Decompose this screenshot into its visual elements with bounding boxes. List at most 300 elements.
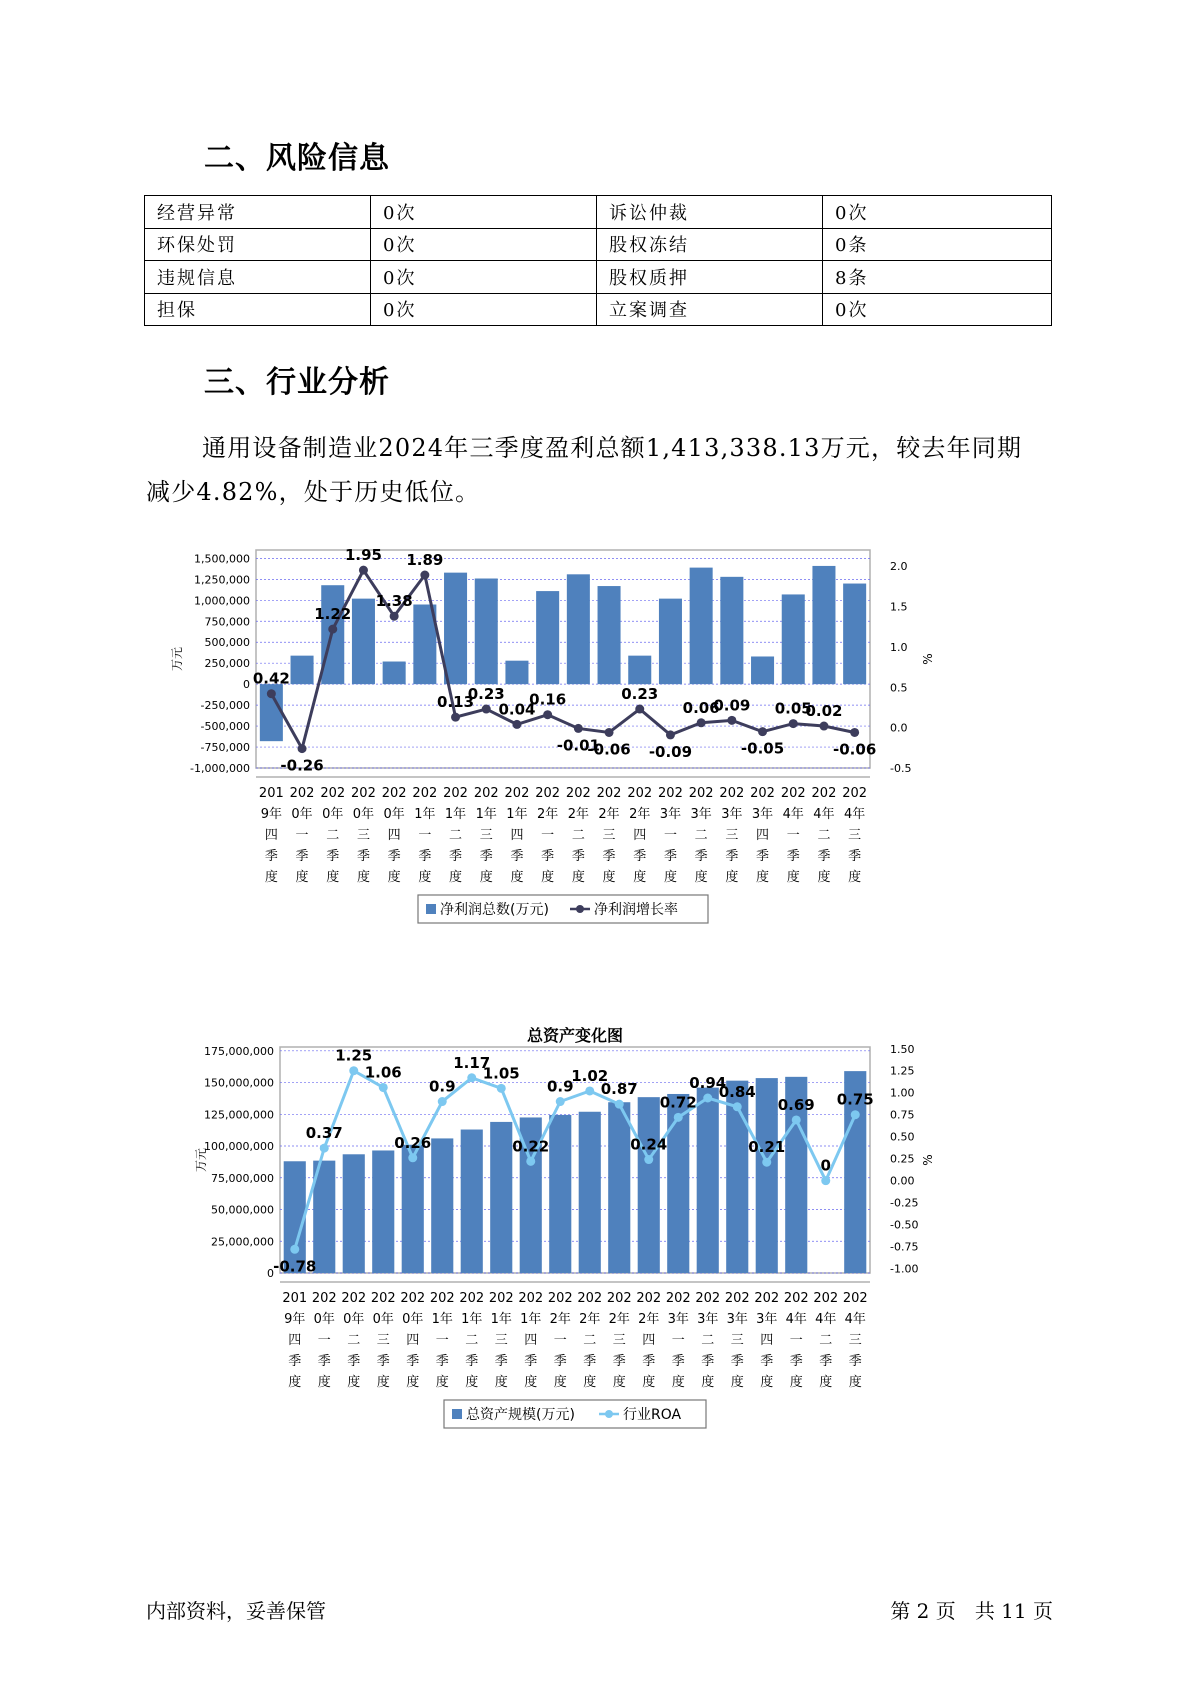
total-assets-chart-svg bbox=[170, 1026, 970, 1497]
x-tick-label: 201 bbox=[282, 1291, 308, 1306]
x-tick-label: 度 bbox=[789, 1375, 803, 1390]
x-tick-label: 季 bbox=[786, 849, 800, 864]
x-tick-label: 1年 bbox=[431, 1312, 453, 1327]
bar bbox=[549, 1115, 571, 1273]
x-tick-label: 三 bbox=[356, 828, 370, 843]
y2-tick-label: 0.75 bbox=[890, 1108, 915, 1122]
table-row bbox=[145, 293, 1052, 326]
risk-value: 0次 bbox=[823, 196, 1052, 229]
x-tick-label: 四 bbox=[387, 828, 401, 843]
chart-title: 总资产变化图 bbox=[526, 1026, 624, 1045]
x-tick-label: 季 bbox=[418, 849, 432, 864]
line-point bbox=[349, 1066, 358, 1075]
x-tick-label: 9年 bbox=[260, 807, 282, 822]
data-label: -0.05 bbox=[740, 739, 785, 758]
x-tick-label: 二 bbox=[465, 1333, 479, 1348]
x-tick-label: 季 bbox=[612, 1354, 626, 1369]
y-tick-label: 75,000,000 bbox=[211, 1171, 274, 1185]
legend-bar-swatch bbox=[452, 1409, 462, 1419]
x-tick-label: 一 bbox=[541, 828, 555, 843]
x-tick-label: 季 bbox=[633, 849, 647, 864]
x-tick-label: 202 bbox=[688, 786, 714, 801]
data-label: 1.02 bbox=[571, 1066, 609, 1085]
x-tick-label: 季 bbox=[730, 1354, 744, 1369]
x-tick-label: 一 bbox=[418, 828, 432, 843]
legend-bar-label: 总资产规模(万元) bbox=[466, 1407, 575, 1423]
x-tick-label: 202 bbox=[813, 1291, 839, 1306]
risk-value: 8条 bbox=[823, 261, 1052, 294]
x-tick-label: 202 bbox=[811, 786, 837, 801]
x-tick-label: 度 bbox=[356, 870, 370, 885]
data-label: 0.87 bbox=[600, 1080, 638, 1099]
bar bbox=[505, 661, 528, 684]
line-point bbox=[451, 713, 460, 722]
y-tick-label: 1,500,000 bbox=[194, 552, 250, 566]
x-tick-label: 4年 bbox=[844, 807, 866, 822]
x-tick-label: 3年 bbox=[690, 807, 712, 822]
x-tick-label: 0年 bbox=[343, 1312, 365, 1327]
data-label: 0.23 bbox=[621, 685, 659, 704]
line-point bbox=[408, 1153, 417, 1162]
x-tick-label: 二 bbox=[326, 828, 340, 843]
data-label: 0.37 bbox=[305, 1124, 343, 1143]
data-label: -0.01 bbox=[556, 736, 600, 755]
x-tick-label: 度 bbox=[756, 870, 770, 885]
x-tick-label: 三 bbox=[494, 1333, 508, 1348]
risk-value: 0次 bbox=[371, 228, 597, 261]
line-point bbox=[733, 1102, 742, 1111]
y-tick-label: 1,000,000 bbox=[194, 594, 250, 608]
x-tick-label: 季 bbox=[671, 1354, 685, 1369]
y-tick-label: 250,000 bbox=[204, 657, 250, 671]
y-axis-label: 万元 bbox=[194, 1147, 208, 1173]
data-label: 0.72 bbox=[659, 1093, 697, 1112]
x-tick-label: 度 bbox=[288, 1375, 302, 1390]
bar bbox=[444, 573, 467, 685]
y-tick-label: -1,000,000 bbox=[190, 762, 250, 775]
risk-label: 诉讼仲裁 bbox=[597, 196, 823, 229]
x-tick-label: 0年 bbox=[322, 807, 344, 822]
x-tick-label: 季 bbox=[479, 849, 493, 864]
table-row bbox=[145, 261, 1052, 294]
x-tick-label: 202 bbox=[695, 1291, 721, 1306]
x-tick-label: 度 bbox=[524, 1375, 538, 1390]
bar bbox=[628, 656, 651, 685]
x-tick-label: 4年 bbox=[782, 807, 804, 822]
table-row bbox=[145, 196, 1052, 229]
x-tick-label: 3年 bbox=[726, 1312, 748, 1327]
y-tick-label: 50,000,000 bbox=[211, 1203, 274, 1217]
line-point bbox=[482, 705, 491, 714]
x-tick-label: 202 bbox=[577, 1291, 603, 1306]
bar bbox=[782, 594, 805, 684]
data-label: 0.9 bbox=[546, 1077, 574, 1096]
x-tick-label: 202 bbox=[842, 786, 868, 801]
x-tick-label: 202 bbox=[535, 786, 561, 801]
footer-left: 内部资料，妥善保管 bbox=[146, 1599, 326, 1623]
x-tick-label: 度 bbox=[760, 1375, 774, 1390]
x-tick-label: 三 bbox=[612, 1333, 626, 1348]
x-tick-label: 202 bbox=[400, 1291, 426, 1306]
x-tick-label: 202 bbox=[289, 786, 315, 801]
x-tick-label: 四 bbox=[406, 1333, 420, 1348]
bar bbox=[751, 656, 774, 684]
bar bbox=[343, 1154, 365, 1273]
line-point bbox=[605, 728, 614, 737]
bar bbox=[475, 579, 498, 685]
x-tick-label: 季 bbox=[583, 1354, 597, 1369]
x-tick-label: 202 bbox=[658, 786, 683, 801]
x-tick-label: 季 bbox=[317, 1354, 331, 1369]
x-tick-label: 202 bbox=[842, 1291, 868, 1306]
x-tick-label: 0年 bbox=[313, 1312, 335, 1327]
risk-label: 违规信息 bbox=[145, 261, 371, 294]
y-tick-label: 175,000,000 bbox=[204, 1044, 274, 1058]
x-tick-label: 季 bbox=[760, 1354, 774, 1369]
x-tick-label: 4年 bbox=[813, 807, 835, 822]
net-profit-chart bbox=[170, 545, 970, 995]
plot-area bbox=[256, 550, 870, 768]
x-tick-label: 季 bbox=[356, 849, 370, 864]
bar bbox=[567, 574, 590, 684]
x-tick-label: 一 bbox=[317, 1333, 331, 1348]
y2-tick-label: 0.5 bbox=[890, 681, 908, 695]
line-point bbox=[512, 720, 521, 729]
x-tick-label: 三 bbox=[848, 828, 862, 843]
line-point bbox=[556, 1097, 565, 1106]
x-tick-label: 一 bbox=[435, 1333, 449, 1348]
y2-tick-label: 1.0 bbox=[890, 640, 908, 654]
x-tick-label: 1年 bbox=[490, 1312, 512, 1327]
x-tick-label: 2年 bbox=[567, 807, 589, 822]
x-tick-label: 度 bbox=[612, 1375, 626, 1390]
x-tick-label: 度 bbox=[571, 870, 585, 885]
x-tick-label: 1年 bbox=[475, 807, 497, 822]
x-tick-label: 2年 bbox=[579, 1312, 601, 1327]
bar bbox=[843, 584, 866, 685]
line-point bbox=[359, 566, 368, 575]
x-tick-label: 季 bbox=[642, 1354, 656, 1369]
x-tick-label: 季 bbox=[848, 1354, 862, 1369]
y-tick-label: 750,000 bbox=[204, 615, 250, 629]
x-tick-label: 202 bbox=[504, 786, 530, 801]
x-tick-label: 一 bbox=[789, 1333, 803, 1348]
x-tick-label: 三 bbox=[848, 1333, 862, 1348]
x-tick-label: 202 bbox=[636, 1291, 662, 1306]
x-tick-label: 0年 bbox=[372, 1312, 394, 1327]
x-tick-label: 季 bbox=[848, 849, 862, 864]
y2-tick-label: 1.50 bbox=[890, 1042, 915, 1056]
line-point bbox=[438, 1097, 447, 1106]
x-tick-label: 季 bbox=[406, 1354, 420, 1369]
x-tick-label: 度 bbox=[347, 1375, 361, 1390]
y-tick-label: 150,000,000 bbox=[204, 1076, 274, 1090]
risk-value: 0条 bbox=[823, 228, 1052, 261]
y2-axis-label: % bbox=[921, 1154, 935, 1166]
y2-axis-label: % bbox=[921, 653, 935, 665]
x-tick-label: 季 bbox=[288, 1354, 302, 1369]
x-tick-label: 季 bbox=[789, 1354, 803, 1369]
section-heading-industry: 三、行业分析 bbox=[204, 365, 390, 400]
data-label: -0.26 bbox=[280, 756, 324, 775]
x-tick-label: 度 bbox=[541, 870, 555, 885]
legend-line-label: 行业ROA bbox=[623, 1407, 682, 1423]
line-point bbox=[821, 1176, 830, 1185]
bar bbox=[372, 1150, 394, 1273]
data-label: 0.06 bbox=[682, 698, 720, 717]
x-tick-label: 三 bbox=[725, 828, 739, 843]
x-tick-label: 二 bbox=[449, 828, 463, 843]
y2-tick-label: -0.50 bbox=[890, 1218, 919, 1232]
y-tick-label: 500,000 bbox=[204, 636, 250, 650]
x-tick-label: 季 bbox=[694, 849, 708, 864]
x-tick-label: 202 bbox=[547, 1291, 573, 1306]
x-tick-label: 二 bbox=[817, 828, 831, 843]
y2-tick-label: -0.5 bbox=[890, 762, 912, 775]
y-tick-label: 125,000,000 bbox=[204, 1108, 274, 1122]
x-tick-label: 度 bbox=[817, 870, 831, 885]
line-point bbox=[267, 689, 276, 698]
x-tick-label: 0年 bbox=[402, 1312, 424, 1327]
data-label: 0.02 bbox=[805, 702, 843, 721]
x-tick-label: 三 bbox=[730, 1333, 744, 1348]
x-tick-label: 202 bbox=[412, 786, 438, 801]
net-profit-chart-svg bbox=[170, 545, 970, 995]
section-heading-risk: 二、风险信息 bbox=[204, 141, 390, 176]
line-point bbox=[290, 1245, 299, 1254]
data-label: 1.95 bbox=[344, 546, 382, 565]
x-tick-label: 度 bbox=[406, 1375, 420, 1390]
line-point bbox=[526, 1157, 535, 1166]
bar bbox=[352, 599, 375, 685]
x-tick-label: 3年 bbox=[659, 807, 682, 822]
bar bbox=[697, 1088, 719, 1273]
x-tick-label: 2年 bbox=[598, 807, 620, 822]
x-tick-label: 度 bbox=[633, 870, 647, 885]
y2-tick-label: 1.5 bbox=[890, 600, 908, 614]
risk-value: 0次 bbox=[823, 293, 1052, 326]
x-tick-label: 0年 bbox=[383, 807, 405, 822]
x-tick-label: 季 bbox=[435, 1354, 449, 1369]
x-tick-label: 二 bbox=[347, 1333, 361, 1348]
risk-value: 0次 bbox=[371, 293, 597, 326]
risk-label: 担保 bbox=[145, 293, 371, 326]
x-tick-label: 3年 bbox=[721, 807, 743, 822]
x-tick-label: 度 bbox=[725, 870, 739, 885]
x-tick-label: 202 bbox=[596, 786, 622, 801]
y-axis-label: 万元 bbox=[170, 646, 184, 672]
legend-bar-label: 净利润总数(万元) bbox=[440, 902, 549, 918]
x-tick-label: 度 bbox=[701, 1375, 715, 1390]
x-tick-label: 三 bbox=[376, 1333, 390, 1348]
data-label: 1.05 bbox=[482, 1064, 520, 1083]
bar bbox=[284, 1161, 306, 1273]
line-point bbox=[789, 719, 798, 728]
risk-label: 环保处罚 bbox=[145, 228, 371, 261]
x-tick-label: 202 bbox=[351, 786, 376, 801]
y2-tick-label: 2.0 bbox=[890, 560, 908, 574]
x-tick-label: 2年 bbox=[608, 1312, 630, 1327]
risk-label: 股权冻结 bbox=[597, 228, 823, 261]
bar bbox=[461, 1130, 483, 1273]
x-tick-label: 1年 bbox=[444, 807, 467, 822]
x-tick-label: 202 bbox=[341, 1291, 367, 1306]
y-tick-label: 0 bbox=[267, 1267, 274, 1280]
data-label: 0 bbox=[820, 1156, 831, 1175]
line-point bbox=[420, 571, 429, 580]
industry-paragraph-text: 通用设备制造业2024年三季度盈利总额1,413,338.13万元，较去年同期减少4.82%，处于历史低位。 bbox=[146, 434, 1023, 506]
x-tick-label: 度 bbox=[326, 870, 340, 885]
data-label: 0.22 bbox=[512, 1137, 550, 1156]
x-tick-label: 四 bbox=[642, 1333, 656, 1348]
x-tick-label: 季 bbox=[465, 1354, 479, 1369]
x-tick-label: 202 bbox=[443, 786, 468, 801]
data-label: 0.84 bbox=[718, 1082, 756, 1101]
x-tick-label: 202 bbox=[754, 1291, 780, 1306]
bar bbox=[402, 1145, 424, 1273]
x-tick-label: 季 bbox=[510, 849, 524, 864]
x-tick-label: 2年 bbox=[629, 807, 651, 822]
x-tick-label: 四 bbox=[760, 1333, 774, 1348]
line-point bbox=[635, 705, 644, 714]
x-tick-label: 二 bbox=[694, 828, 708, 843]
line-point bbox=[379, 1083, 388, 1092]
x-tick-label: 202 bbox=[665, 1291, 691, 1306]
x-tick-label: 季 bbox=[819, 1354, 833, 1369]
line-point bbox=[727, 716, 736, 725]
x-tick-label: 度 bbox=[553, 1375, 567, 1390]
bar bbox=[608, 1102, 630, 1273]
x-tick-label: 度 bbox=[465, 1375, 479, 1390]
x-tick-label: 季 bbox=[725, 849, 739, 864]
data-label: 1.06 bbox=[364, 1063, 402, 1082]
x-tick-label: 一 bbox=[295, 828, 309, 843]
x-tick-label: 度 bbox=[435, 1375, 449, 1390]
y2-tick-label: -0.75 bbox=[890, 1240, 919, 1254]
x-tick-label: 三 bbox=[479, 828, 493, 843]
y2-tick-label: -1.00 bbox=[890, 1262, 919, 1276]
x-tick-label: 一 bbox=[553, 1333, 567, 1348]
x-tick-label: 202 bbox=[311, 1291, 337, 1306]
legend-bar-swatch bbox=[426, 904, 436, 914]
x-tick-label: 度 bbox=[848, 870, 862, 885]
risk-value: 0次 bbox=[371, 196, 597, 229]
data-label: 0.23 bbox=[467, 685, 505, 704]
x-tick-label: 度 bbox=[418, 870, 432, 885]
x-tick-label: 四 bbox=[264, 828, 278, 843]
bar bbox=[720, 577, 743, 684]
y-tick-label: -250,000 bbox=[200, 699, 250, 713]
x-tick-label: 度 bbox=[730, 1375, 744, 1390]
bar bbox=[690, 568, 713, 685]
data-label: 0.04 bbox=[498, 700, 536, 719]
data-label: 1.22 bbox=[314, 605, 352, 624]
line-point bbox=[703, 1094, 712, 1103]
data-label: 0.13 bbox=[437, 693, 475, 712]
x-tick-label: 度 bbox=[602, 870, 616, 885]
data-label: -0.06 bbox=[833, 740, 877, 759]
y-tick-label: 100,000,000 bbox=[204, 1140, 274, 1154]
x-tick-label: 3年 bbox=[756, 1312, 778, 1327]
line-point bbox=[543, 710, 552, 719]
line-point bbox=[666, 730, 675, 739]
x-tick-label: 季 bbox=[449, 849, 463, 864]
x-tick-label: 季 bbox=[376, 1354, 390, 1369]
x-tick-label: 四 bbox=[510, 828, 524, 843]
x-tick-label: 季 bbox=[541, 849, 555, 864]
x-tick-label: 季 bbox=[387, 849, 401, 864]
x-tick-label: 二 bbox=[583, 1333, 597, 1348]
x-tick-label: 202 bbox=[370, 1291, 396, 1306]
x-tick-label: 一 bbox=[786, 828, 800, 843]
data-label: 0.16 bbox=[529, 690, 567, 709]
data-label: 0.94 bbox=[689, 1074, 727, 1093]
total-assets-chart bbox=[170, 1026, 970, 1497]
data-label: 0.9 bbox=[428, 1077, 456, 1096]
x-tick-label: 202 bbox=[459, 1291, 485, 1306]
data-label: 1.25 bbox=[335, 1046, 373, 1065]
y2-tick-label: 0.00 bbox=[890, 1174, 915, 1188]
x-tick-label: 度 bbox=[694, 870, 708, 885]
line-point bbox=[697, 718, 706, 727]
x-tick-label: 1年 bbox=[414, 807, 436, 822]
x-tick-label: 度 bbox=[264, 870, 278, 885]
x-tick-label: 201 bbox=[258, 786, 284, 801]
x-tick-label: 季 bbox=[553, 1354, 567, 1369]
x-tick-label: 202 bbox=[606, 1291, 632, 1306]
industry-paragraph bbox=[146, 426, 1046, 514]
footer-page-number: 第 2 页 共 11 页 bbox=[890, 1599, 1053, 1623]
x-tick-label: 季 bbox=[494, 1354, 508, 1369]
x-tick-label: 季 bbox=[756, 849, 770, 864]
risk-label: 立案调查 bbox=[597, 293, 823, 326]
x-tick-label: 4年 bbox=[844, 1312, 866, 1327]
x-tick-label: 季 bbox=[264, 849, 278, 864]
line-point bbox=[644, 1155, 653, 1164]
y-tick-label: -750,000 bbox=[200, 741, 250, 755]
x-tick-label: 度 bbox=[295, 870, 309, 885]
x-tick-label: 202 bbox=[780, 786, 806, 801]
x-tick-label: 度 bbox=[510, 870, 524, 885]
x-tick-label: 202 bbox=[565, 786, 591, 801]
x-tick-label: 二 bbox=[701, 1333, 715, 1348]
x-tick-label: 2年 bbox=[549, 1312, 571, 1327]
bar bbox=[579, 1112, 601, 1273]
x-tick-label: 度 bbox=[479, 870, 493, 885]
line-point bbox=[674, 1113, 683, 1122]
x-tick-label: 季 bbox=[602, 849, 616, 864]
bar bbox=[598, 586, 621, 684]
line-point bbox=[851, 1110, 860, 1119]
x-tick-label: 0年 bbox=[291, 807, 313, 822]
line-point bbox=[585, 1086, 594, 1095]
y-tick-label: -500,000 bbox=[200, 720, 250, 734]
x-tick-label: 三 bbox=[602, 828, 616, 843]
bar bbox=[638, 1097, 660, 1273]
x-tick-label: 202 bbox=[724, 1291, 750, 1306]
x-tick-label: 度 bbox=[671, 1375, 685, 1390]
line-point bbox=[850, 728, 859, 737]
x-tick-label: 202 bbox=[429, 1291, 455, 1306]
data-label: 1.38 bbox=[375, 592, 413, 611]
line-point bbox=[467, 1073, 476, 1082]
bar bbox=[659, 599, 682, 685]
x-tick-label: 3年 bbox=[751, 807, 774, 822]
x-tick-label: 3年 bbox=[667, 1312, 689, 1327]
x-tick-label: 季 bbox=[295, 849, 309, 864]
y2-tick-label: 1.25 bbox=[890, 1064, 915, 1078]
x-tick-label: 一 bbox=[671, 1333, 685, 1348]
